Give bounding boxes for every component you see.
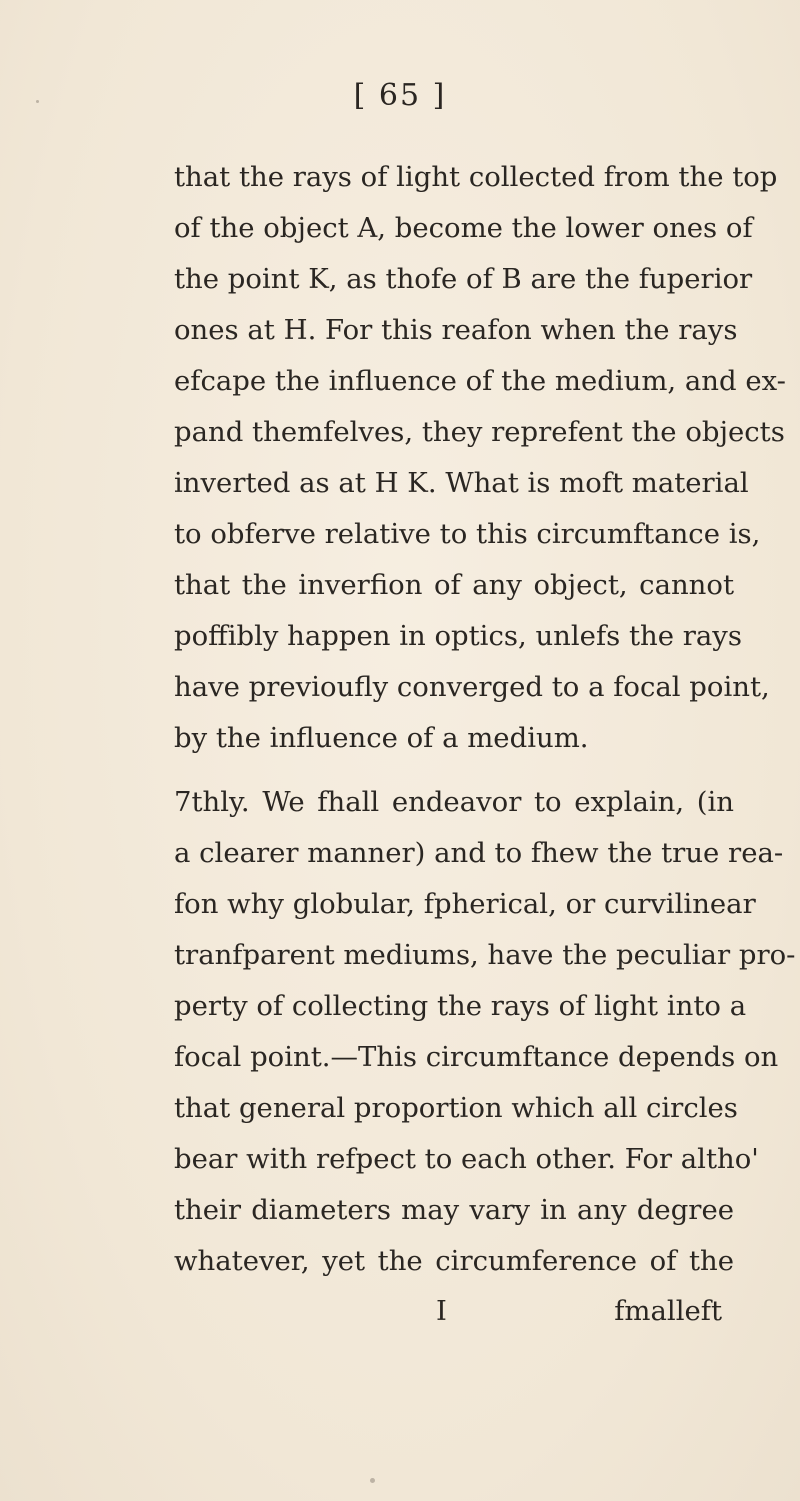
text-line: that the rays of light collected from the top: [174, 161, 778, 193]
text-line: the point K, as thofe of B are the fuperior: [174, 263, 753, 295]
paragraph-2: [174, 777, 796, 1287]
text-line: tranfparent mediums, have the peculiar pro-: [174, 939, 796, 971]
paper-speck: [370, 1478, 375, 1483]
text-line: inverted as at H K. What is moft material: [174, 467, 749, 499]
text-line: have previoufly converged to a focal point,: [174, 671, 770, 703]
text-line: perty of collecting the rays of light into a: [174, 990, 747, 1022]
catchword: fmalleft: [614, 1295, 722, 1327]
text-line: pand themfelves, they reprefent the objects: [174, 416, 785, 448]
text-line: to obferve relative to this circumftance is,: [174, 518, 761, 550]
text-line: efcape the influence of the medium, and ex-: [174, 365, 786, 397]
text-line: that the inverfion of any object, cannot: [174, 569, 734, 601]
signature-mark: I: [436, 1295, 447, 1327]
text-line: a clearer manner) and to fhew the true rea-: [174, 837, 784, 869]
page-number: [ 65 ]: [353, 78, 447, 113]
text-line: their diameters may vary in any degree: [174, 1194, 734, 1226]
text-line: bear with refpect to each other. For altho': [174, 1143, 759, 1175]
paragraph-1: [174, 152, 786, 764]
text-line: whatever, yet the circumference of the: [174, 1245, 734, 1277]
text-line: that general proportion which all circles: [174, 1092, 738, 1124]
text-line: by the influence of a medium.: [174, 722, 589, 754]
text-line: 7thly. We fhall endeavor to explain, (in: [174, 786, 734, 818]
paper-speck: [36, 100, 39, 103]
text-line: fon why globular, fpherical, or curvilinear: [174, 888, 756, 920]
text-line: of the object A, become the lower ones of: [174, 212, 753, 244]
text-line: focal point.—This circumftance depends on: [174, 1041, 779, 1073]
text-line: poffibly happen in optics, unlefs the rays: [174, 620, 742, 652]
text-line: ones at H. For this reafon when the rays: [174, 314, 738, 346]
catchline: [174, 1286, 734, 1337]
